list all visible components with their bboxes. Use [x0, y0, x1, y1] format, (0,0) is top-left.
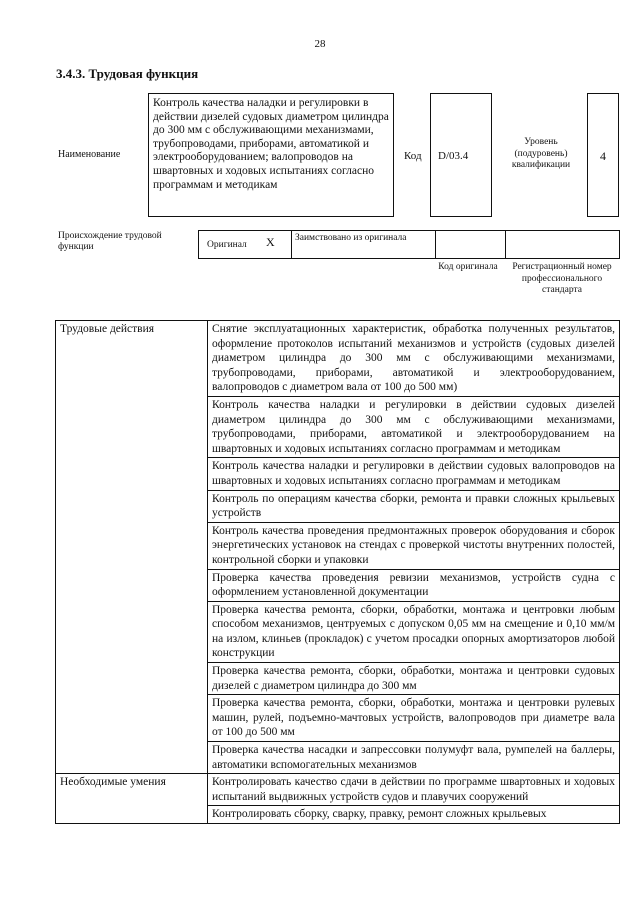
origin-borrowed-label: Заимствовано из оригинала	[295, 233, 407, 243]
skill-item: Контролировать качество сдачи в действии по программе швартовных и ходовых испытаний выдвижных устройств судов и плавучих сооружений	[208, 774, 620, 806]
table-row	[56, 458, 620, 490]
table-row	[56, 490, 620, 522]
labor-action-item: Контроль качества наладки и регулировки в действии судовых валопроводов на швартовных и ходовых испытаниях согласно программам и методикам	[208, 458, 620, 490]
function-name-box: Контроль качества наладки и регулировки в действии дизелей судовых диаметром цилиндра до 300 мм с обслуживающими механизмами, трубопроводами, приборами, автоматикой и электрооборудованием; валопроводов на швартовных и ходовых испытаниях согласно программам и методикам	[148, 93, 394, 217]
section-title: 3.4.3. Трудовая функция	[56, 66, 199, 81]
code-original-label: Код оригинала	[438, 262, 498, 272]
labor-action-item: Контроль по операциям качества сборки, ремонта и правки сложных крыльевых устройств	[208, 490, 620, 522]
required-skills-label: Необходимые умения	[56, 774, 208, 806]
level-label: Уровень (подуровень) квалификации	[511, 137, 571, 170]
table-row	[56, 601, 620, 662]
name-label: Наименование	[58, 149, 121, 160]
labor-actions-label: Трудовые действия	[56, 321, 208, 397]
labor-action-item: Проверка качества ремонта, сборки, обработки, монтажа и центровки судовых дизелей с диаметром цилиндра до 300 мм	[208, 663, 620, 695]
table-row	[56, 569, 620, 601]
code-value: D/03.4	[438, 150, 469, 162]
table-row	[56, 663, 620, 695]
level-value: 4	[600, 149, 606, 163]
labor-action-item: Контроль качества наладки и регулировки в действии судовых дизелей диаметром цилиндра до 300 мм с обслуживающими механизмами, трубопроводами, приборами, автоматикой и электрооборудованием на швартовных и ходовых испытаниях согласно программам и методикам	[208, 396, 620, 457]
origin-original-mark: X	[266, 235, 275, 249]
origin-original-label: Оригинал	[207, 240, 247, 250]
labor-action-item: Проверка качества проведения ревизии механизмов, устройств судна с оформлением установленной документации	[208, 569, 620, 601]
labor-action-item: Контроль качества проведения предмонтажных проверок оборудования и сборок энергетических установок на стендах с проверкой чистоты внутренних полостей, контрольной сборки и упаковки	[208, 522, 620, 569]
table-row	[56, 321, 620, 397]
table-row	[56, 522, 620, 569]
origin-table	[198, 230, 620, 259]
labor-action-item: Проверка качества ремонта, сборки, обработки, монтажа и центровки рулевых машин, рулей, подъемно-мачтовых устройств, валопроводов при диаметре вала от 100 до 500 мм	[208, 695, 620, 742]
labor-function-table	[55, 320, 620, 824]
table-row	[56, 742, 620, 774]
reg-number-label: Регистрационный номер профессионального стандарта	[512, 262, 612, 295]
labor-action-item: Проверка качества ремонта, сборки, обработки, монтажа и центровки любым способом механизмов, центруемых с допуском 0,05 мм на смещение и 0,10 мм/м на излом, клиньев (прокладок) с учетом просадки опорных амортизаторов любой конструкции	[208, 601, 620, 662]
table-row	[56, 774, 620, 806]
skill-item: Контролировать сборку, сварку, правку, ремонт сложных крыльевых	[208, 806, 620, 824]
table-row	[56, 396, 620, 457]
page-number: 28	[314, 38, 326, 50]
code-label: Код	[404, 150, 422, 162]
origin-label: Происхождение трудовой функции	[58, 231, 162, 252]
table-row	[56, 695, 620, 742]
labor-action-item: Проверка качества насадки и запрессовки полумуфт вала, румпелей на баллеры, автоматики вспомогательных механизмов	[208, 742, 620, 774]
labor-action-item: Снятие эксплуатационных характеристик, обработка полученных результатов, оформление протоколов испытаний механизмов и устройств (судовых дизелей диаметром цилиндра до 300 мм с обслуживающими механизмами, трубопроводами, приборами, автоматикой и электрооборудованием, валопроводов с диаметром вала от 100 до 500 мм)	[208, 321, 620, 397]
table-row	[56, 806, 620, 824]
